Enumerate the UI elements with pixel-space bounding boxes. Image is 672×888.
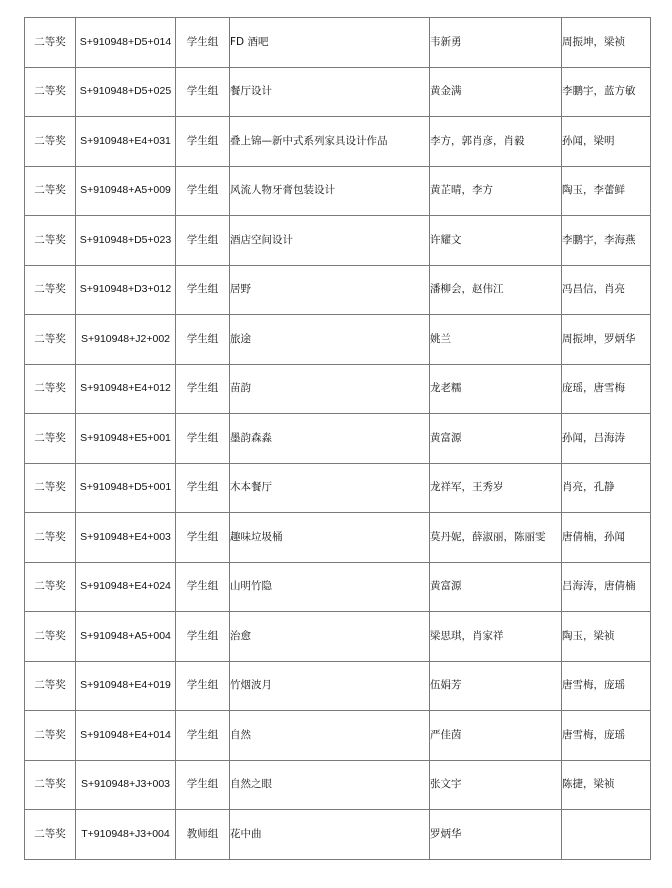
work-title-cell: FD 酒吧: [230, 18, 430, 68]
work-title-cell: 木本餐厅: [230, 463, 430, 513]
advisors-cell: 唐雪梅，庞瑶: [562, 711, 651, 761]
work-title-cell: 酒店空间设计: [230, 216, 430, 266]
authors-cell: 潘柳会，赵伟江: [430, 265, 562, 315]
advisors-cell: 陶玉，李蕾鲜: [562, 166, 651, 216]
group-cell: 学生组: [176, 711, 230, 761]
prize-cell: 二等奖: [25, 760, 76, 810]
entry-code-cell: S+910948+D5+014: [76, 18, 176, 68]
table-row: [25, 513, 651, 563]
authors-cell: 龙老糯: [430, 364, 562, 414]
authors-cell: 梁思琪，肖家祥: [430, 612, 562, 662]
table-row: [25, 166, 651, 216]
authors-cell: 李方，郭肖彦，肖毅: [430, 117, 562, 167]
group-cell: 学生组: [176, 562, 230, 612]
entry-code-cell: S+910948+E4+012: [76, 364, 176, 414]
group-cell: 学生组: [176, 265, 230, 315]
advisors-cell: [562, 810, 651, 860]
advisors-cell: 唐雪梅，庞瑶: [562, 661, 651, 711]
advisors-cell: 冯昌信，肖亮: [562, 265, 651, 315]
prize-cell: 二等奖: [25, 414, 76, 464]
group-cell: 学生组: [176, 166, 230, 216]
advisors-cell: 李鹏宇，李海燕: [562, 216, 651, 266]
entry-code-cell: S+910948+J3+003: [76, 760, 176, 810]
table-row: [25, 414, 651, 464]
prize-cell: 二等奖: [25, 117, 76, 167]
authors-cell: 黄芷晴，李方: [430, 166, 562, 216]
entry-code-cell: S+910948+E5+001: [76, 414, 176, 464]
prize-cell: 二等奖: [25, 67, 76, 117]
table-row: [25, 216, 651, 266]
work-title-cell: 叠上锦—新中式系列家具设计作品: [230, 117, 430, 167]
advisors-cell: 吕海涛，唐倩楠: [562, 562, 651, 612]
awards-table-body: [25, 18, 651, 860]
table-row: [25, 562, 651, 612]
authors-cell: 韦新勇: [430, 18, 562, 68]
work-title-cell: 餐厅设计: [230, 67, 430, 117]
group-cell: 学生组: [176, 18, 230, 68]
prize-cell: 二等奖: [25, 265, 76, 315]
group-cell: 学生组: [176, 364, 230, 414]
work-title-cell: 治愈: [230, 612, 430, 662]
prize-cell: 二等奖: [25, 216, 76, 266]
awards-table: [24, 17, 651, 860]
work-title-cell: 居野: [230, 265, 430, 315]
work-title-cell: 花中曲: [230, 810, 430, 860]
authors-cell: 姚兰: [430, 315, 562, 365]
group-cell: 学生组: [176, 463, 230, 513]
work-title-cell: 旅途: [230, 315, 430, 365]
authors-cell: 许耀文: [430, 216, 562, 266]
prize-cell: 二等奖: [25, 18, 76, 68]
work-title-cell: 山明竹隐: [230, 562, 430, 612]
advisors-cell: 陈捷，梁祯: [562, 760, 651, 810]
group-cell: 学生组: [176, 117, 230, 167]
prize-cell: 二等奖: [25, 364, 76, 414]
entry-code-cell: S+910948+E4+031: [76, 117, 176, 167]
table-row: [25, 364, 651, 414]
authors-cell: 罗炳华: [430, 810, 562, 860]
authors-cell: 黄富源: [430, 414, 562, 464]
group-cell: 教师组: [176, 810, 230, 860]
prize-cell: 二等奖: [25, 513, 76, 563]
prize-cell: 二等奖: [25, 166, 76, 216]
table-row: [25, 265, 651, 315]
work-title-cell: 墨韵森淼: [230, 414, 430, 464]
entry-code-cell: S+910948+D3+012: [76, 265, 176, 315]
advisors-cell: 庞瑶，唐雪梅: [562, 364, 651, 414]
prize-cell: 二等奖: [25, 711, 76, 761]
entry-code-cell: S+910948+E4+024: [76, 562, 176, 612]
authors-cell: 张文宇: [430, 760, 562, 810]
entry-code-cell: S+910948+E4+014: [76, 711, 176, 761]
prize-cell: 二等奖: [25, 612, 76, 662]
table-row: [25, 18, 651, 68]
advisors-cell: 肖亮，孔静: [562, 463, 651, 513]
advisors-cell: 周振坤，罗炳华: [562, 315, 651, 365]
group-cell: 学生组: [176, 513, 230, 563]
entry-code-cell: S+910948+J2+002: [76, 315, 176, 365]
group-cell: 学生组: [176, 661, 230, 711]
work-title-cell: 苗韵: [230, 364, 430, 414]
advisors-cell: 陶玉，梁祯: [562, 612, 651, 662]
work-title-cell: 自然: [230, 711, 430, 761]
prize-cell: 二等奖: [25, 562, 76, 612]
advisors-cell: 唐倩楠，孙闻: [562, 513, 651, 563]
authors-cell: 莫丹妮，薛淑丽，陈丽雯: [430, 513, 562, 563]
authors-cell: 黄金满: [430, 67, 562, 117]
advisors-cell: 周振坤，梁祯: [562, 18, 651, 68]
work-title-cell: 自然之眼: [230, 760, 430, 810]
entry-code-cell: S+910948+E4+019: [76, 661, 176, 711]
table-row: [25, 760, 651, 810]
table-row: [25, 612, 651, 662]
table-row: [25, 661, 651, 711]
group-cell: 学生组: [176, 760, 230, 810]
authors-cell: 严佳茵: [430, 711, 562, 761]
authors-cell: 黄富源: [430, 562, 562, 612]
table-row: [25, 463, 651, 513]
work-title-cell: 竹烟波月: [230, 661, 430, 711]
entry-code-cell: S+910948+E4+003: [76, 513, 176, 563]
entry-code-cell: S+910948+D5+023: [76, 216, 176, 266]
prize-cell: 二等奖: [25, 661, 76, 711]
prize-cell: 二等奖: [25, 810, 76, 860]
group-cell: 学生组: [176, 612, 230, 662]
award-list-page: [24, 17, 650, 860]
group-cell: 学生组: [176, 67, 230, 117]
entry-code-cell: S+910948+D5+025: [76, 67, 176, 117]
table-row: [25, 117, 651, 167]
authors-cell: 伍娟芳: [430, 661, 562, 711]
table-row: [25, 810, 651, 860]
group-cell: 学生组: [176, 315, 230, 365]
table-row: [25, 67, 651, 117]
group-cell: 学生组: [176, 414, 230, 464]
work-title-cell: 风流人物牙膏包装设计: [230, 166, 430, 216]
entry-code-cell: T+910948+J3+004: [76, 810, 176, 860]
advisors-cell: 孙闻，吕海涛: [562, 414, 651, 464]
entry-code-cell: S+910948+D5+001: [76, 463, 176, 513]
prize-cell: 二等奖: [25, 315, 76, 365]
entry-code-cell: S+910948+A5+009: [76, 166, 176, 216]
advisors-cell: 李鹏宇，蓝方敏: [562, 67, 651, 117]
prize-cell: 二等奖: [25, 463, 76, 513]
entry-code-cell: S+910948+A5+004: [76, 612, 176, 662]
authors-cell: 龙祥军，王秀岁: [430, 463, 562, 513]
group-cell: 学生组: [176, 216, 230, 266]
table-row: [25, 315, 651, 365]
work-title-cell: 趣味垃圾桶: [230, 513, 430, 563]
advisors-cell: 孙闻，梁明: [562, 117, 651, 167]
table-row: [25, 711, 651, 761]
